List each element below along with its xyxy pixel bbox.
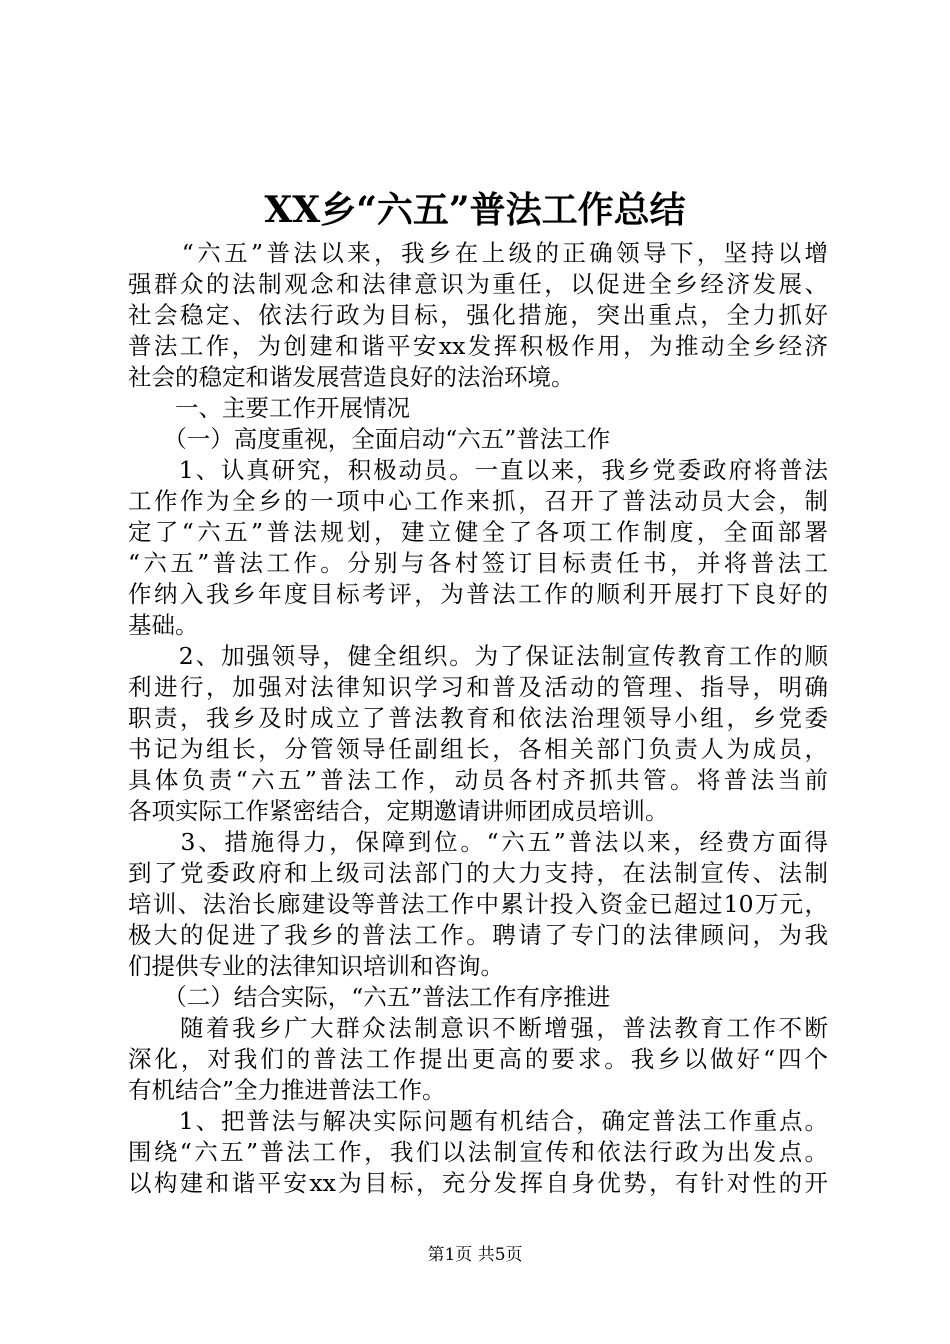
text-line: （一）高度重视，全面启动“六五”普法工作 — [128, 425, 611, 453]
text-line: 随着我乡广大群众法制意识不断增强，普法教育工作不断 — [128, 1014, 828, 1042]
text-line: 有机结合”全力推进普法工作。 — [128, 1076, 446, 1104]
text-line: 社会的稳定和谐发展营造良好的法治环境。 — [128, 363, 575, 391]
text-line: 3、措施得力，保障到位。“六五”普法以来，经费方面得 — [128, 828, 828, 856]
text-line: 以构建和谐平安xx为目标，充分发挥自身优势，有针对性的开 — [128, 1169, 828, 1197]
text-line: 强群众的法制观念和法律意识为重任，以促进全乡经济发展、 — [128, 270, 828, 298]
text-line: 2、加强领导，健全组织。为了保证法制宣传教育工作的顺 — [128, 642, 828, 670]
text-line: 书记为组长，分管领导任副组长，各相关部门负责人为成员， — [128, 735, 828, 763]
text-line: 作纳入我乡年度目标考评，为普法工作的顺利开展打下良好的 — [128, 580, 828, 608]
text-line: 极大的促进了我乡的普法工作。聘请了专门的法律顾问，为我 — [128, 921, 828, 949]
page-footer: 第1页 共5页 — [427, 1245, 523, 1265]
text-line: 利进行，加强对法律知识学习和普及活动的管理、指导，明确 — [128, 673, 828, 701]
document-body — [128, 238, 828, 1199]
text-line: 具体负责“六五”普法工作，动员各村齐抓共管。将普法当前 — [128, 766, 828, 794]
text-line: 基础。 — [128, 611, 199, 639]
text-line: “六五”普法以来，我乡在上级的正确领导下，坚持以增 — [128, 239, 828, 267]
text-line: 社会稳定、依法行政为目标，强化措施，突出重点，全力抓好 — [128, 301, 828, 329]
text-line: 职责，我乡及时成立了普法教育和依法治理领导小组，乡党委 — [128, 704, 828, 732]
text-line: “六五”普法工作。分别与各村签订目标责任书，并将普法工 — [128, 549, 828, 577]
text-line: 工作作为全乡的一项中心工作来抓，召开了普法动员大会，制 — [128, 487, 828, 515]
text-line: 一、主要工作开展情况 — [128, 394, 410, 422]
text-line: 们提供专业的法律知识培训和咨询。 — [128, 952, 504, 980]
text-line: 深化，对我们的普法工作提出更高的要求。我乡以做好“四个 — [128, 1045, 828, 1073]
text-line: 1、认真研究，积极动员。一直以来，我乡党委政府将普法 — [128, 456, 828, 484]
text-line: 1、把普法与解决实际问题有机结合，确定普法工作重点。 — [128, 1107, 828, 1135]
text-line: （二）结合实际，“六五”普法工作有序推进 — [128, 983, 611, 1011]
text-line: 普法工作，为创建和谐平安xx发挥积极作用，为推动全乡经济 — [128, 332, 828, 360]
text-line: 定了“六五”普法规划，建立健全了各项工作制度，全面部署 — [128, 518, 828, 546]
document-title: XX乡“六五”普法工作总结 — [264, 189, 686, 231]
text-line: 各项实际工作紧密结合，定期邀请讲师团成员培训。 — [128, 797, 669, 825]
text-line: 到了党委政府和上级司法部门的大力支持，在法制宣传、法制 — [128, 859, 828, 887]
text-line: 围绕“六五”普法工作，我们以法制宣传和依法行政为出发点。 — [128, 1138, 828, 1166]
text-line: 培训、法治长廊建设等普法工作中累计投入资金已超过10万元， — [128, 890, 828, 918]
